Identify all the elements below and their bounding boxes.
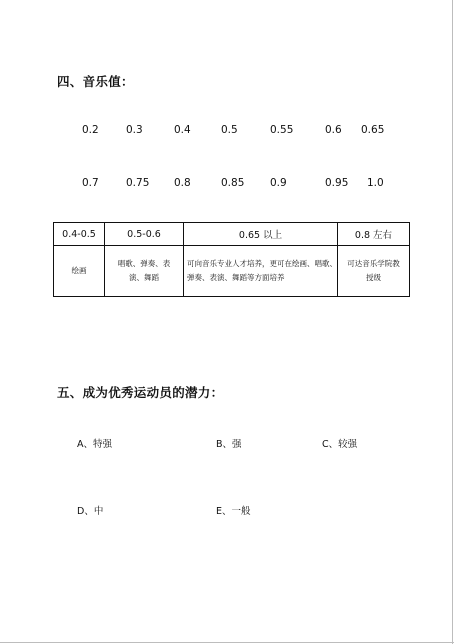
music-value: 0.6 [325,124,342,136]
music-value: 0.2 [82,124,99,136]
music-value: 0.5 [221,124,238,136]
music-value: 1.0 [367,177,384,189]
section-4-title: 四、音乐值： [57,74,134,89]
table-header-cell: 0.65 以上 [184,223,338,246]
page-edge-right [452,0,453,644]
table-header-cell: 0.5-0.6 [105,223,184,246]
section-5-title: 五、成为优秀运动员的潜力： [57,385,224,400]
music-value: 0.9 [270,177,287,189]
music-value: 0.95 [325,177,349,189]
option-e: E、一般 [216,506,251,517]
page-edge-bottom [0,642,454,643]
option-c: C、较强 [322,439,358,450]
table-cell: 可向音乐专业人才培养，更可在绘画、唱歌、弹奏、表演、舞蹈等方面培养 [184,246,338,297]
music-value: 0.7 [82,177,99,189]
option-d: D、中 [77,506,104,517]
music-value: 0.8 [174,177,191,189]
music-value: 0.75 [126,177,150,189]
music-value: 0.3 [126,124,143,136]
table-header-row [54,223,410,246]
option-b: B、强 [216,439,242,450]
table-cell: 可达音乐学院教授级 [338,246,410,297]
music-value: 0.85 [221,177,245,189]
table-header-cell: 0.4-0.5 [54,223,105,246]
option-a: A、特强 [77,439,112,450]
table-cell: 绘画 [54,246,105,297]
music-value: 0.65 [361,124,385,136]
table-header-cell: 0.8 左右 [338,223,410,246]
music-value-table [53,222,410,297]
music-value: 0.4 [174,124,191,136]
music-value: 0.55 [270,124,294,136]
table-row [54,246,410,297]
table-cell: 唱歌、弹奏、表演、舞蹈 [105,246,184,297]
